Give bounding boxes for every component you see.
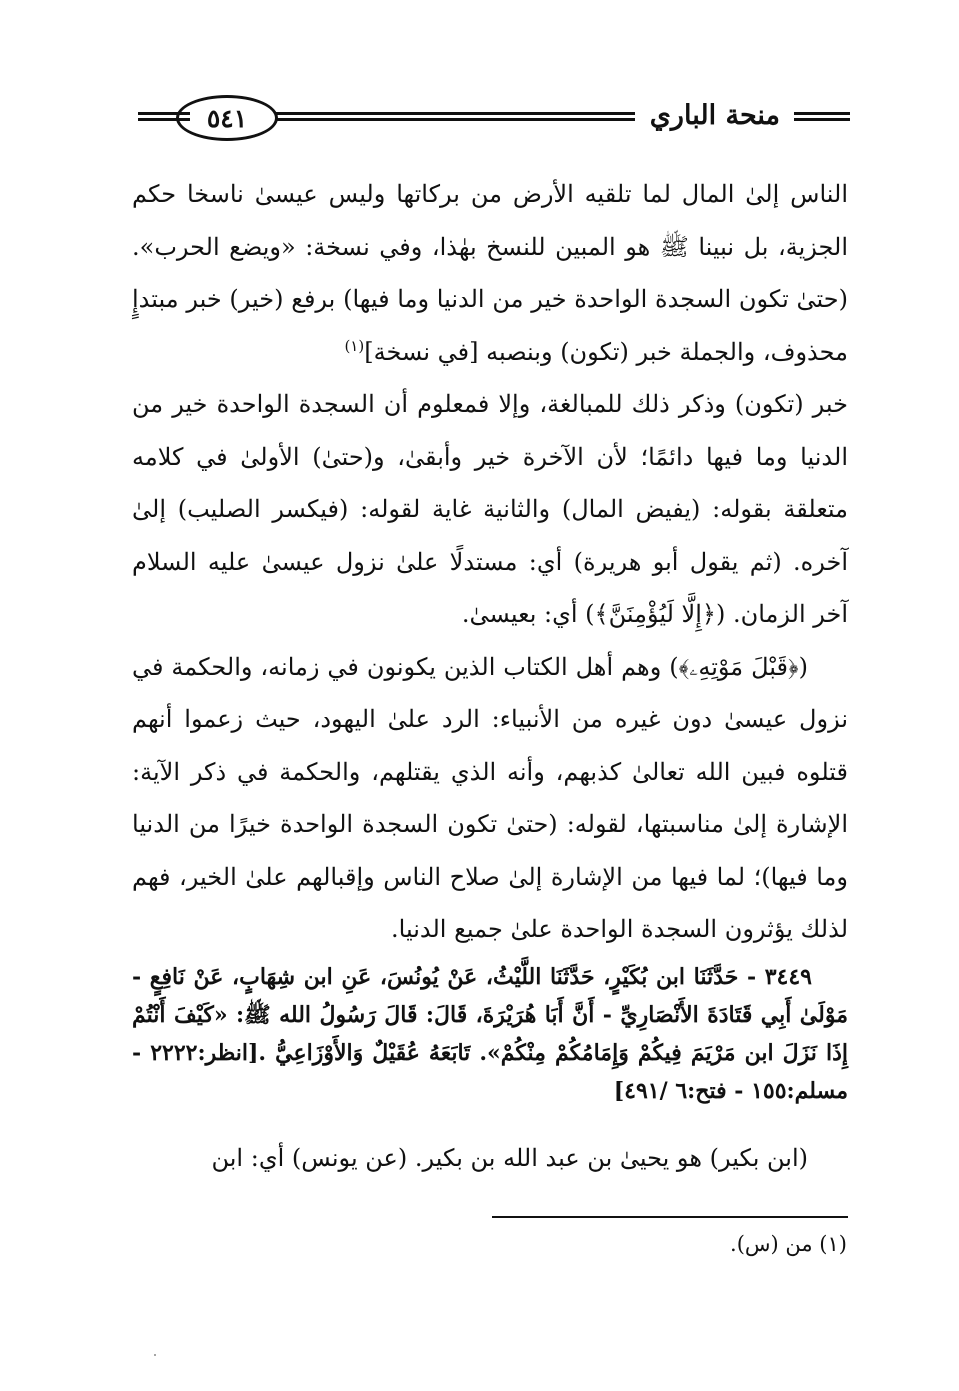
- hadith-text: ٣٤٤٩ - حَدَّثَنَا ابن بُكَيْرٍ، حَدَّثَنَا اللَّيْثُ، عَنْ يُونُسَ، عَنِ ابن شِهَابٍ، عَنْ نَافِعٍ - مَوْلَىٰ أَبِي قَتَادَةَ الأَنْصَارِيِّ - أَنَّ أَبَا هُرَيْرَةَ، قَالَ: قَالَ رَسُولُ الله ﷺ: «كَيْفَ أَنْتُمْ إِذَا نَزَلَ ابن مَرْيَمَ فِيكُمْ وَإِمَامُكُمْ مِنْكُمْ». تَابَعَهُ عُقَيْلٌ وَالأَوْزَاعِيُّ .[انظر:٢٢٢٢ - مسلم:١٥٥ - فتح:٦ /٤٩١]: [132, 964, 849, 1104]
- footnote: (١) من (س).: [730, 1232, 847, 1256]
- header-rule-left: [138, 112, 190, 121]
- scan-speck: [154, 1354, 156, 1356]
- paragraph-1-text: الناس إلىٰ المال لما تلقيه الأرض من بركاتها وليس عيسىٰ ناسخا حكم الجزية، بل نبينا ﷺ هو المبين للنسخ بهٰذا، وفي نسخة: «ويضع الحرب». (حتىٰ تكون السجدة الواحدة خير من الدنيا وما فيها) برفع (خير) خبر مبتدإٍ محذوف، والجملة خبر (تكون) وبنصبه [في نسخة]: [132, 180, 849, 366]
- paragraph-1: [132, 168, 848, 378]
- footnote-divider: [492, 1216, 848, 1218]
- page-header: [130, 92, 850, 144]
- header-rule-right: [794, 112, 850, 121]
- commentary-text: [132, 168, 848, 956]
- running-title: منحة الباري: [649, 100, 780, 131]
- page-number: ٥٤١: [176, 95, 278, 141]
- paragraph-2: خبر (تكون) وذكر ذلك للمبالغة، وإلا فمعلوم أن السجدة الواحدة خير من الدنيا وما فيها دائمًا؛ لأن الآخرة خير وأبقىٰ، و(حتىٰ) الأولىٰ في كلامه متعلقة بقوله: (يفيض المال) والثانية غاية لقوله: (فيكسر الصليب) إلىٰ آخره. (ثم يقول أبو هريرة) أي: مستدلًا علىٰ نزول عيسىٰ عليه السلام آخر الزمان. (﴿إِلَّا لَيُؤْمِنَنَّ﴾) أي: بعيسىٰ.: [132, 390, 849, 628]
- commentary-continued: [132, 1138, 848, 1178]
- hadith-block: [132, 958, 848, 1110]
- paragraph-4: (ابن بكير) هو يحيىٰ بن عبد الله بن بكير. (عن يونس) أي: ابن: [211, 1144, 808, 1172]
- paragraph-3: (﴿قَبْلَ مَوْتِهِۦ﴾) وهم أهل الكتاب الذين يكونون في زمانه، والحكمة في نزول عيسىٰ دون غيره من الأنبياء: الرد علىٰ اليهود، حيث زعموا أنهم قتلوه فبين الله تعالىٰ كذبهم، وأنه الذي يقتلهم، والحكمة في ذكر الآية: الإشارة إلىٰ مناسبتها، لقوله: (حتىٰ تكون السجدة الواحدة خيرًا من الدنيا وما فيها)؛ لما فيها من الإشارة إلىٰ صلاح الناس وإقبالهم علىٰ الخير، فهم لذلك يؤثرون السجدة الواحدة علىٰ جميع الدنيا.: [132, 652, 849, 943]
- header-rule-middle: [260, 112, 635, 121]
- footnote-marker: (١): [344, 336, 365, 355]
